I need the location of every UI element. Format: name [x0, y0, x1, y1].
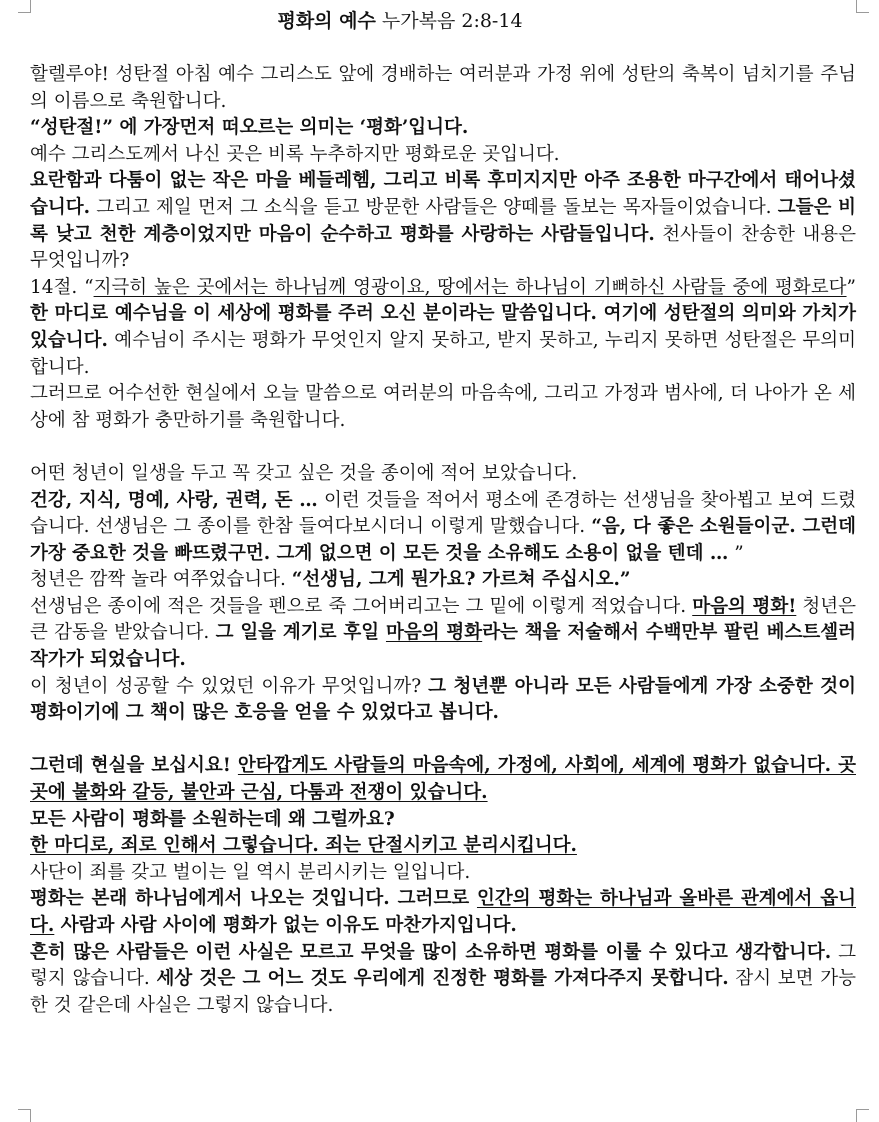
text-run: 그러므로 어수선한 현실에서 오늘 말씀으로 여러분의 마음속에, 그리고 가정과 범사에, 더 나아가 온 세상에 참 평화가 충만하기를 축원합니다.	[30, 383, 856, 431]
text-run: “음, 다 좋은 소원들이군. 그런데 가장 중요한 것을 빠뜨렸구먼. 그게 없으면 이 모든 것을 소유해도 소용이 없을 텐데 …	[30, 516, 856, 564]
text-run: 그 청년뿐 아니라 모든 사람들에게 가장 소중한 것이 평화이기에 그 책이 많은 호응을 얻을 수 있었다고 봅니다.	[30, 675, 856, 724]
paragraph	[30, 753, 856, 806]
title-main: 평화의 예수	[277, 10, 376, 32]
paragraph	[30, 940, 856, 1020]
text-run: 마음의 평화	[385, 622, 483, 644]
paragraph	[30, 275, 856, 381]
text-run: 이런 것들을 적어서 평소에 존경하는 선생님을 찾아뵙고 보여 드렸습니다. 선생님은 그 종이를 한참 들여다보시더니 이렇게 말했습니다.	[30, 489, 856, 538]
paragraph	[30, 488, 856, 568]
text-run: 요란함과 다툼이 없는 작은 마을 베들레헴, 그리고 비록 후미지지만 아주 조용한 마구간에서 태어나셨습니다.	[30, 170, 856, 218]
title-scripture-reference: 누가복음 2:8-14	[375, 10, 523, 32]
paragraph	[30, 115, 856, 142]
text-run: “성탄절!” 에 가장먼저 떠오르는 의미는 ‘평화’입니다.	[30, 117, 469, 139]
text-run: 할렐루야! 성탄절 아침 예수 그리스도 앞에 경배하는 여러분과 가정 위에 성탄의 축복이 넘치기를 주님의 이름으로 축원합니다.	[30, 64, 856, 112]
text-run: 건강, 지식, 명예, 사랑, 권력, 돈 …	[30, 489, 318, 511]
text-run: 그들은 비록 낮고 천한 계층이었지만 마음이 순수하고 평화를 사랑하는 사람들입니다.	[30, 196, 856, 245]
paragraph	[30, 674, 856, 727]
text-run: 청년은 큰 감동을 받았습니다.	[30, 595, 856, 644]
text-run: 잠시 보면 가능한 것 같은데 사실은 그렇지 않습니다.	[30, 968, 856, 1016]
text-run: 천사들이 찬송한 내용은 무엇입니까?	[30, 223, 856, 272]
paragraph	[30, 833, 856, 860]
text-run: 선생님은 종이에 적은 것들을 펜으로 죽 그어버리고는 그 밑에 이렇게 적었습니다.	[30, 595, 693, 617]
text-run: 한 마디로, 죄로 인해서 그렇습니다. 죄는 단절시키고 분리시킵니다.	[30, 835, 577, 857]
text-run: 마음의 평화!	[692, 595, 797, 617]
text-run: 안타깝게도 사람들의 마음속에, 가정에, 사회에, 세계에 평화가 없습니다. 곳곳에 불화와 갈등, 불안과 근심, 다툼과 전쟁이 있습니다.	[30, 755, 856, 804]
crop-mark-bottom-left	[18, 1109, 31, 1122]
text-run: 예수 그리스도께서 나신 곳은 비록 누추하지만 평화로운 곳입니다.	[30, 143, 560, 165]
paragraph	[30, 168, 856, 274]
paragraph	[30, 594, 856, 674]
paragraph	[30, 886, 856, 939]
text-run: 예수님이 주시는 평화가 무엇인지 알지 못하고, 받지 못하고, 누리지 못하면 성탄절은 무의미합니다.	[30, 329, 856, 378]
paragraph	[30, 381, 856, 434]
document-body	[30, 62, 856, 1019]
text-run: 이 청년이 성공할 수 있었던 이유가 무엇입니까?	[30, 675, 429, 697]
paragraph	[30, 567, 856, 594]
text-run: 한 마디로 예수님을 이 세상에 평화를 주러 오신 분이라는 말씀입니다. 여기에 성탄절의 의미와 가치가 있습니다.	[30, 303, 856, 351]
paragraph	[30, 62, 856, 115]
text-run: 사단이 죄를 갖고 벌이는 일 역시 분리시키는 일입니다.	[30, 861, 471, 883]
text-run: 그 일을 계기로 후일	[215, 622, 386, 644]
document-title	[0, 8, 800, 34]
text-run: 14절. “	[30, 276, 94, 298]
paragraph	[30, 807, 856, 834]
text-run: 청년은 깜짝 놀라 여쭈었습니다.	[30, 569, 292, 591]
text-run: 지극히 높은 곳에서는 하나님께 영광이요, 땅에서는 하나님이 기뻐하신 사람들 중에 평화로다	[93, 276, 847, 298]
text-run: 그렇지 않습니다.	[30, 941, 856, 990]
crop-mark-bottom-right	[856, 1109, 869, 1122]
paragraph	[30, 860, 856, 887]
text-run: 어떤 청년이 일생을 두고 꼭 갖고 싶은 것을 종이에 적어 보았습니다.	[30, 462, 578, 484]
text-run: 그런데 현실을 보십시요!	[30, 755, 238, 777]
text-run: ”	[728, 542, 744, 564]
text-run: 흔히 많은 사람들은 이런 사실은 모르고 무엇을 많이 소유하면 평화를 이룰 수 있다고 생각합니다.	[30, 941, 832, 963]
text-run: 모든 사람이 평화를 소원하는데 왜 그럴까요?	[30, 808, 395, 830]
text-run: 그리고 제일 먼저 그 소식을 듣고 방문한 사람들은 양떼를 돌보는 목자들이었습니다.	[90, 196, 778, 218]
text-run: 평화는 본래 하나님에게서 나오는 것입니다. 그러므로	[30, 888, 477, 910]
text-run: ”	[846, 276, 856, 298]
blank-line	[30, 727, 856, 754]
text-run: 세상 것은 그 어느 것도 우리에게 진정한 평화를 가져다주지 못합니다.	[156, 968, 729, 990]
text-run: 사람과 사람 사이에 평화가 없는 이유도 마찬가지입니다.	[54, 915, 517, 936]
paragraph	[30, 461, 856, 488]
text-run: 라는 책을 저술해서 수백만부 팔린 베스트셀러 작가가 되었습니다.	[30, 622, 856, 671]
text-run: 인간의 평화는 하나님과 올바른 관계에서 옵니다.	[30, 888, 856, 936]
crop-mark-top-right	[856, 0, 869, 13]
paragraph	[30, 142, 856, 169]
text-run: “선생님, 그게 뭔가요? 가르쳐 주십시오.”	[291, 569, 631, 591]
blank-line	[30, 434, 856, 461]
